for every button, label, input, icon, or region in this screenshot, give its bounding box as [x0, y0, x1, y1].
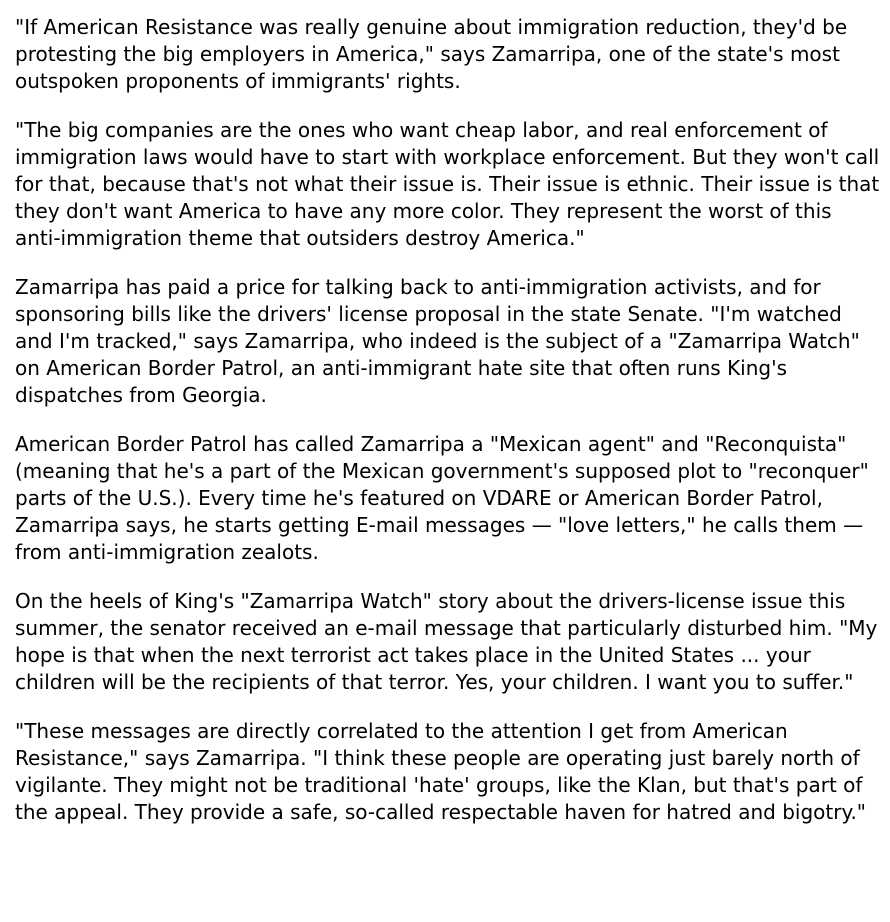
paragraph-2: "The big companies are the ones who want cheap labor, and real enforcement of immigration laws would have to start with workplace enforcement. But they won't call for that, because that's not what their issue is. Their issue is ethnic. Their issue is that they don't want America to have any more color. They represent the worst of this anti-immigration theme that outsiders destroy America."	[15, 118, 880, 250]
paragraph-5: On the heels of King's "Zamarripa Watch" story about the drivers-license issue this summer, the senator received an e-mail message that particularly disturbed him. "My hope is that when the next terrorist act takes place in the United States ... your children will be the recipients of that terror. Yes, your children. I want you to suffer."	[15, 589, 878, 694]
paragraph-4: American Border Patrol has called Zamarripa a "Mexican agent" and "Reconquista" (meaning that he's a part of the Mexican government's supposed plot to "reconquer" parts of the U.S.). Every time he's featured on VDARE or American Border Patrol, Zamarripa says, he starts getting E-mail messages — "love letters," he calls them — from anti-immigration zealots.	[15, 432, 869, 564]
paragraph-3: Zamarripa has paid a price for talking back to anti-immigration activists, and for sponsoring bills like the drivers' license proposal in the state Senate. "I'm watched and I'm tracked," says Zamarripa, who indeed is the subject of a "Zamarripa Watch" on American Border Patrol, an anti-immigrant hate site that often runs King's dispatches from Georgia.	[15, 275, 860, 407]
paragraph-6: "These messages are directly correlated to the attention I get from American Resistance," says Zamarripa. "I think these people are operating just barely north of vigilante. They might not be traditional 'hate' groups, like the Klan, but that's part of the appeal. They provide a safe, so-called respectable haven for hatred and bigotry."	[15, 719, 866, 824]
paragraph-1: "If American Resistance was really genuine about immigration reduction, they'd be protesting the big employers in America," says Zamarripa, one of the state's most outspoken proponents of immigrants' rights.	[15, 15, 848, 93]
